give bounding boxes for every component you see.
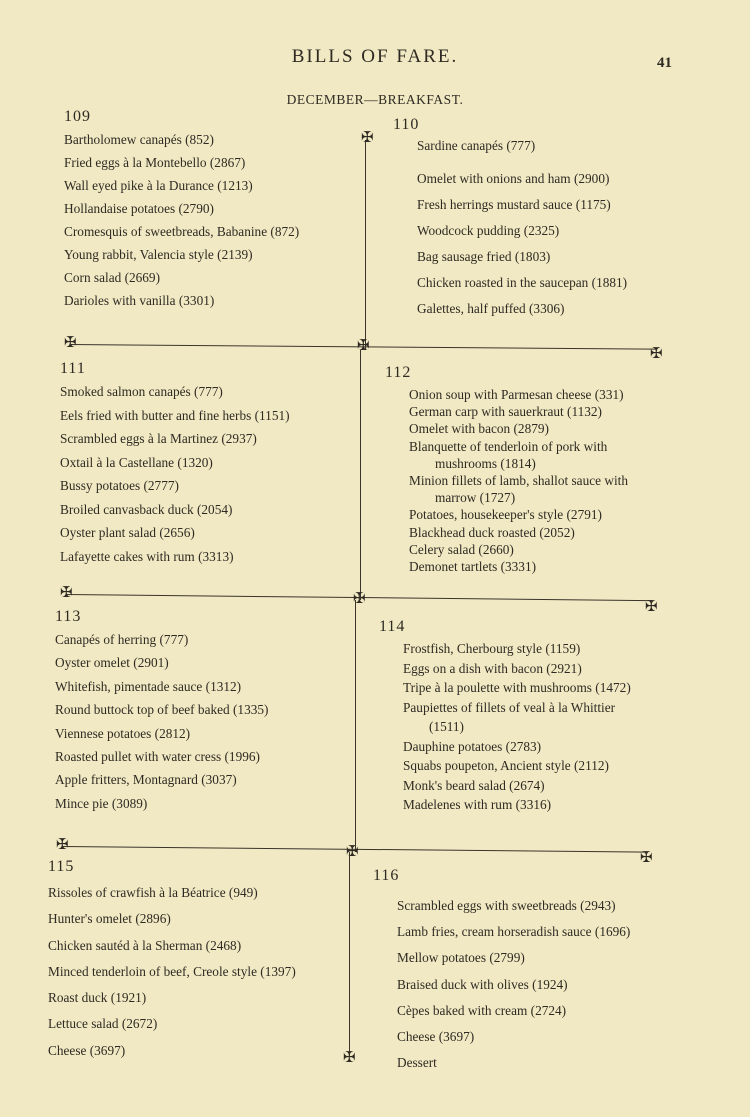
menu-item: Chicken roasted in the saucepan (1881) bbox=[417, 275, 628, 290]
menu-item: Whitefish, pimentade sauce (1312) bbox=[55, 678, 242, 694]
menu-item: Lafayette cakes with rum (3313) bbox=[60, 548, 234, 564]
menu-item: Apple fritters, Montagnard (3037) bbox=[55, 772, 237, 788]
section-subtitle: DECEMBER—BREAKFAST. bbox=[286, 92, 464, 107]
center-divider-2 bbox=[360, 350, 361, 600]
menu-item: Eggs on a dish with bacon (2921) bbox=[403, 660, 582, 676]
menu-number: 109 bbox=[64, 108, 91, 125]
menu-item: Dauphine potatoes (2783) bbox=[403, 738, 542, 754]
menu-item: Madelenes with rum (3316) bbox=[403, 797, 552, 812]
menu-item: Smoked salmon canapés (777) bbox=[60, 384, 223, 399]
ornament-cross-icon: ✠ bbox=[64, 335, 77, 351]
menu-number: 112 bbox=[385, 364, 412, 381]
menu-item: Rissoles of crawfish à la Béatrice (949) bbox=[48, 885, 258, 900]
menu-item-continuation: marrow (1727) bbox=[435, 490, 516, 506]
menu-item: Broiled canvasback duck (2054) bbox=[60, 501, 233, 517]
menu-115 bbox=[48, 858, 343, 1064]
center-divider-4 bbox=[349, 852, 350, 1057]
menu-item: Eels fried with butter and fine herbs (1151) bbox=[60, 407, 290, 423]
menu-item: Chicken sautéd à la Sherman (2468) bbox=[48, 937, 242, 953]
menu-number: 115 bbox=[48, 858, 75, 875]
menu-item: Young rabbit, Valencia style (2139) bbox=[64, 247, 253, 262]
menu-item: Onion soup with Parmesan cheese (331) bbox=[409, 387, 624, 402]
menu-item: Round buttock top of beef baked (1335) bbox=[55, 702, 269, 718]
ornament-cross-icon: ✠ bbox=[361, 130, 374, 146]
menu-item: Fried eggs à la Montebello (2867) bbox=[64, 155, 246, 170]
ornament-cross-icon: ✠ bbox=[650, 346, 663, 362]
ornament-cross-icon: ✠ bbox=[56, 837, 69, 853]
menu-item: Woodcock pudding (2325) bbox=[417, 223, 560, 238]
menu-item: Scrambled eggs à la Martinez (2937) bbox=[60, 431, 257, 446]
menu-item: Fresh herrings mustard sauce (1175) bbox=[417, 197, 611, 212]
ornament-cross-icon: ✠ bbox=[640, 850, 653, 866]
menu-item: Blackhead duck roasted (2052) bbox=[409, 524, 575, 540]
menu-item: Minced tenderloin of beef, Creole style (1397) bbox=[48, 963, 296, 979]
menu-item: German carp with sauerkraut (1132) bbox=[409, 404, 602, 420]
ornament-cross-icon: ✠ bbox=[60, 585, 73, 601]
menu-116 bbox=[373, 867, 673, 1076]
menu-item: Cheese (3697) bbox=[48, 1042, 126, 1058]
menu-item: Squabs poupeton, Ancient style (2112) bbox=[403, 758, 609, 773]
menu-item: Omelet with bacon (2879) bbox=[409, 421, 549, 437]
ornament-cross-icon: ✠ bbox=[343, 1050, 356, 1066]
menu-item: Hunter's omelet (2896) bbox=[48, 911, 171, 927]
menu-113 bbox=[55, 608, 350, 815]
menu-item: Tripe à la poulette with mushrooms (1472) bbox=[403, 680, 631, 695]
menu-item: Lamb fries, cream horseradish sauce (1696) bbox=[397, 924, 631, 940]
menu-item: Braised duck with olives (1924) bbox=[397, 976, 568, 992]
center-divider-3 bbox=[355, 600, 356, 852]
menu-item: Blanquette of tenderloin of pork with bbox=[409, 438, 608, 454]
menu-item: Mellow potatoes (2799) bbox=[397, 950, 525, 966]
page-title: BILLS OF FARE. bbox=[291, 46, 459, 67]
menu-item: Wall eyed pike à la Durance (1213) bbox=[64, 178, 253, 193]
menu-item: Viennese potatoes (2812) bbox=[55, 725, 191, 741]
menu-item: Darioles with vanilla (3301) bbox=[64, 293, 215, 308]
menu-item-continuation: mushrooms (1814) bbox=[435, 455, 536, 471]
menu-item: Frostfish, Cherbourg style (1159) bbox=[403, 641, 581, 656]
menu-item: Bag sausage fried (1803) bbox=[417, 249, 551, 264]
menu-item: Potatoes, housekeeper's style (2791) bbox=[409, 507, 602, 523]
menu-item: Oxtail à la Castellane (1320) bbox=[60, 454, 213, 470]
page-number: 41 bbox=[657, 55, 672, 71]
menu-item: Omelet with onions and ham (2900) bbox=[417, 171, 610, 186]
menu-114 bbox=[379, 618, 679, 815]
ornament-cross-icon: ✠ bbox=[353, 591, 366, 607]
menu-number: 116 bbox=[373, 867, 400, 884]
menu-item: Cheese (3697) bbox=[397, 1029, 475, 1045]
menu-item: Galettes, half puffed (3306) bbox=[417, 301, 565, 316]
menu-item: Lettuce salad (2672) bbox=[48, 1016, 158, 1032]
menu-item: Monk's beard salad (2674) bbox=[403, 777, 545, 793]
ornament-cross-icon: ✠ bbox=[645, 599, 658, 615]
menu-109 bbox=[64, 108, 354, 312]
ornament-cross-icon: ✠ bbox=[357, 338, 370, 354]
menu-item: Celery salad (2660) bbox=[409, 541, 514, 557]
menu-item: Bussy potatoes (2777) bbox=[60, 478, 179, 493]
menu-number: 110 bbox=[393, 116, 420, 133]
menu-item: Paupiettes of fillets of veal à la Whittier bbox=[403, 699, 616, 715]
menu-item-continuation: (1511) bbox=[429, 719, 464, 734]
menu-number: 111 bbox=[60, 360, 86, 377]
menu-item: Canapés of herring (777) bbox=[55, 632, 189, 647]
menu-item: Dessert bbox=[397, 1055, 437, 1071]
menu-item: Bartholomew canapés (852) bbox=[64, 132, 214, 147]
menu-item: Hollandaise potatoes (2790) bbox=[64, 201, 214, 216]
menu-item: Cromesquis of sweetbreads, Babanine (872) bbox=[64, 224, 300, 239]
menu-number: 113 bbox=[55, 608, 82, 625]
menu-110 bbox=[393, 116, 693, 322]
menu-item: Oyster plant salad (2656) bbox=[60, 525, 195, 540]
menu-item: Demonet tartlets (3331) bbox=[409, 559, 537, 575]
menu-item: Mince pie (3089) bbox=[55, 795, 148, 811]
ornament-cross-icon: ✠ bbox=[346, 844, 359, 860]
center-divider-1 bbox=[365, 140, 366, 350]
menu-item: Cèpes baked with cream (2724) bbox=[397, 1002, 567, 1018]
menu-item: Scrambled eggs with sweetbreads (2943) bbox=[397, 898, 616, 913]
menu-item: Roasted pullet with water cress (1996) bbox=[55, 749, 260, 765]
menu-item: Sardine canapés (777) bbox=[417, 138, 536, 153]
menu-112 bbox=[385, 364, 685, 575]
menu-item: Roast duck (1921) bbox=[48, 990, 147, 1006]
menu-111 bbox=[60, 360, 352, 568]
menu-item: Oyster omelet (2901) bbox=[55, 655, 169, 671]
menu-number: 114 bbox=[379, 618, 406, 635]
menu-item: Minion fillets of lamb, shallot sauce with bbox=[409, 473, 628, 489]
menu-item: Corn salad (2669) bbox=[64, 270, 161, 285]
